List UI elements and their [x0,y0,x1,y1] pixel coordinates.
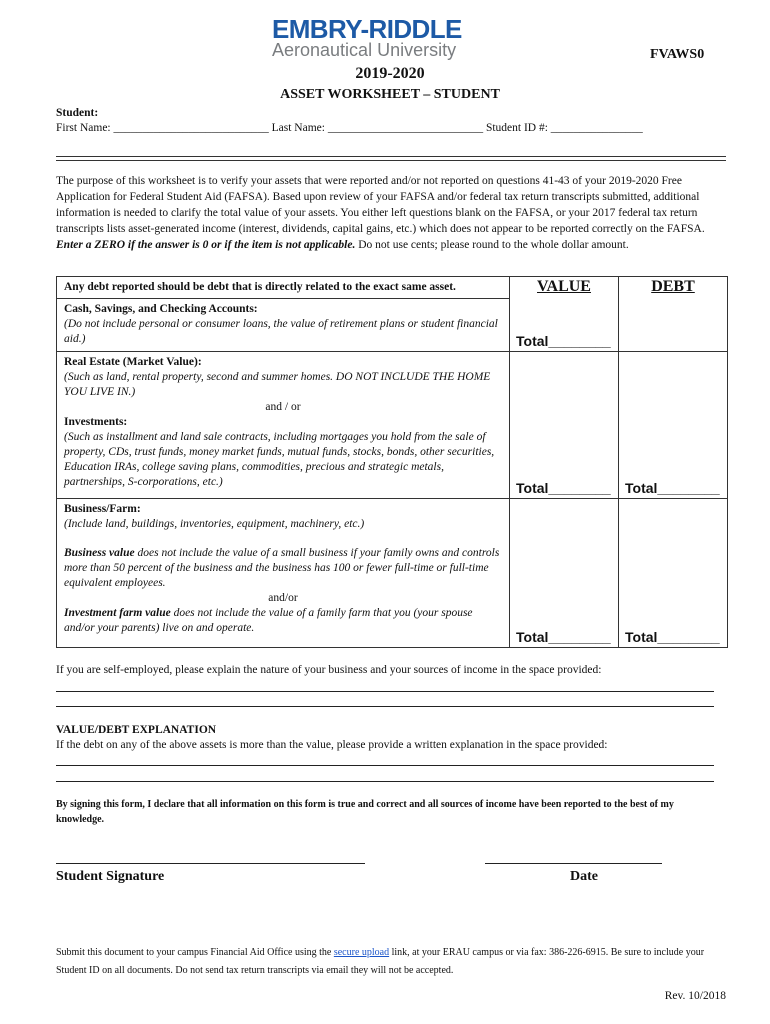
student-signature-label: Student Signature [56,869,165,884]
real-estate-note: (Such as land, rental property, second and summer homes. DO NOT INCLUDE THE HOME YOU LIVE IN.) [64,371,491,398]
award-year: 2019-2020 [355,65,425,82]
farm-value-term: Investment farm value [64,607,171,619]
business-value-term: Business value [64,547,135,559]
value-header: VALUE [537,278,591,295]
business-debt-cell[interactable] [619,499,728,648]
declaration-text: By signing this form, I declare that all information on this form is true and correct and all sources of income have been reported to the best of my knowledge. [56,799,674,825]
divider [56,156,726,157]
date-label: Date [570,869,598,884]
purpose-paragraph [56,173,726,253]
business-debt-total[interactable]: Total________ [625,629,720,645]
explanation-title: VALUE/DEBT EXPLANATION [56,724,217,736]
business-value-total[interactable]: Total________ [516,629,611,645]
student-signature-line[interactable] [56,863,365,864]
and-or-separator-2: and/or [268,592,298,604]
cash-debt-empty [619,299,728,352]
debt-header-cell [619,277,728,299]
revision-date: Rev. 10/2018 [664,990,726,1002]
asset-table [56,276,728,648]
self-employed-prompt: If you are self-employed, please explain the nature of your business and your sources of income in the space provided: [56,664,602,676]
real-estate-title: Real Estate (Market Value): [64,356,202,368]
cash-value-total[interactable]: Total________ [516,333,611,349]
real-estate-investments-row [57,352,510,499]
submit-before-link: Submit this document to your campus Financial Aid Office using the [56,947,332,958]
submit-after-link: link, at your ERAU campus or via fax: 386-226-6915. Be sure to include your Student ID on all documents. Do not send tax return transcripts via email they will not be accepted. [56,947,705,976]
self-employed-answer-line-1[interactable] [56,691,714,692]
and-or-separator: and / or [265,401,301,413]
investments-value-total[interactable]: Total________ [516,480,611,496]
explanation-answer-line-1[interactable] [56,765,714,766]
secure-upload-link[interactable]: secure upload [333,947,390,958]
submission-instructions [56,944,726,980]
business-title: Business/Farm: [64,503,141,515]
page-title: ASSET WORKSHEET – STUDENT [280,87,500,102]
student-name-fields[interactable]: First Name: ___________________________ Last Name: ___________________________ Student ID #: ________________ [56,122,643,134]
cash-note: (Do not include personal or consumer loans, the value of retirement plans or student financial aid.) [64,318,498,346]
university-logo-subtitle: Aeronautical University [272,40,457,60]
student-label: Student: [56,107,99,119]
purpose-text: The purpose of this worksheet is to verify your assets that were reported and/or not reported on questions 41-43 of your 2019-2020 Free Application for Federal Student Aid (FAFSA). Based upon review of your FAFSA and/or federal tax return transcripts submitted, additional information is needed to clarify the total value of your assets. You either left questions blank on the FAFSA, or your 2017 federal tax return transcripts lists asset-generated income (interest, dividends, capital gains, etc.) which does not appear to be reported correctly on the FAFSA. [56,175,705,235]
purpose-tail: Do not use cents; please round to the whole dollar amount. [358,239,629,251]
form-code: FVAWS0 [650,47,705,62]
self-employed-answer-line-2[interactable] [56,706,714,707]
farm-value-note: does not include the value of a family farm that you (your spouse and/or your parents) live on and operate. [64,607,473,634]
table-intro-cell [57,277,510,299]
debt-header: DEBT [651,278,695,295]
date-line[interactable] [485,863,662,864]
cash-row [57,299,510,352]
investments-debt-cell[interactable] [619,352,728,499]
explanation-prompt: If the debt on any of the above assets is more than the value, please provide a written explanation in the space provided: [56,739,608,751]
table-intro: Any debt reported should be debt that is directly related to the exact same asset. [64,281,456,293]
business-value-paragraph [64,546,502,591]
investments-value-cell[interactable] [510,352,619,499]
business-value-cell[interactable] [510,499,619,648]
investments-note: (Such as installment and land sale contracts, including mortgages you hold from the sale of property, CDs, trust funds, money market funds, mutual funds, stocks, bonds, other securities, Education IRAs, college saving plans, commodities, precious and strategic metals, partnerships, S-corporations, etc.) [64,431,495,488]
cash-title: Cash, Savings, and Checking Accounts: [64,303,258,316]
business-note: (Include land, buildings, inventories, equipment, machinery, etc.) [64,518,365,530]
cash-value-cell[interactable] [510,277,619,352]
business-value-note: does not include the value of a small business if your family owns and controls more than 50 percent of the business and the business has 100 or fewer full-time or full-time equivalent employees. [64,547,500,589]
purpose-emphasis: Enter a ZERO if the answer is 0 or if the item is not applicable. [56,239,356,251]
farm-value-paragraph [64,606,502,636]
business-farm-row [57,499,510,648]
investments-debt-total[interactable]: Total________ [625,480,720,496]
divider [56,160,726,161]
investments-title: Investments: [64,416,128,428]
explanation-answer-line-2[interactable] [56,781,714,782]
university-logo-wordmark: EMBRY-RIDDLE [272,14,462,44]
